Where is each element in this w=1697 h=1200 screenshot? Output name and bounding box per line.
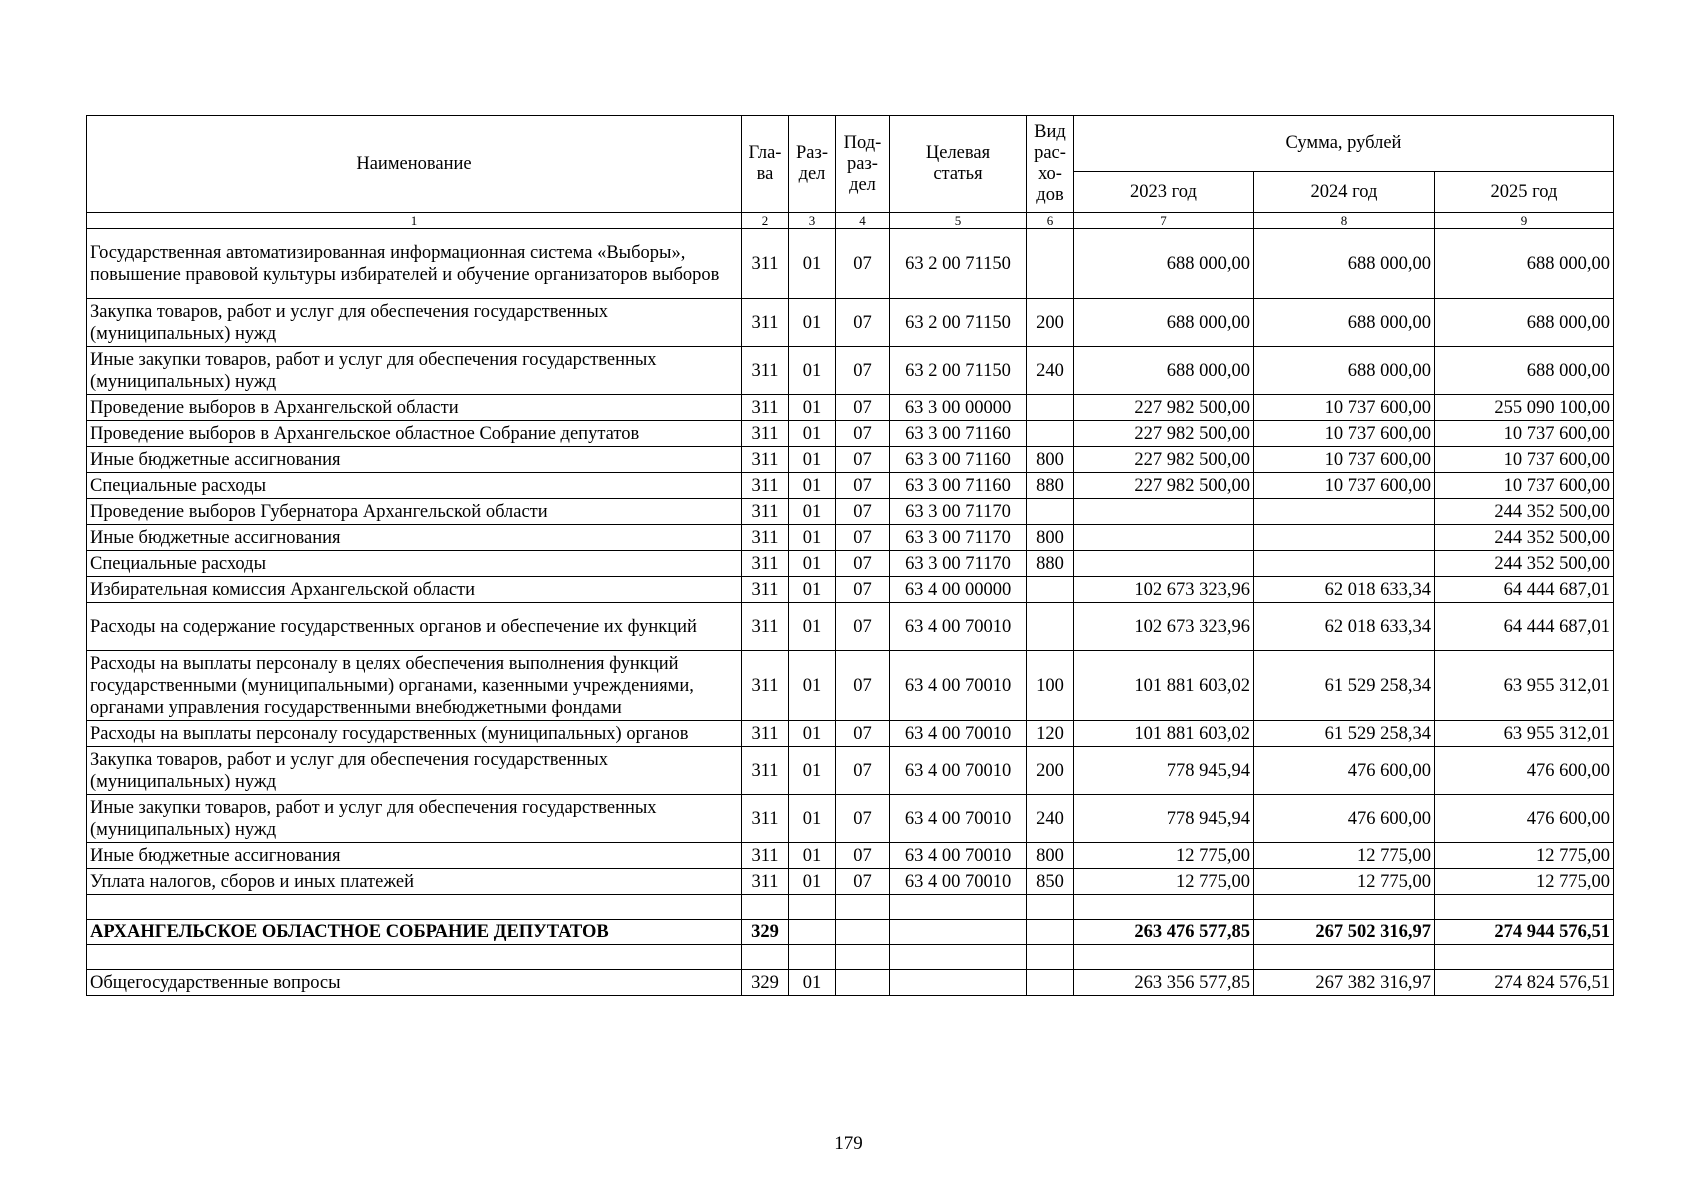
table-row xyxy=(87,447,1614,473)
column-number-row xyxy=(87,213,1614,229)
row-razdel: 01 xyxy=(789,603,836,651)
row-glava: 311 xyxy=(742,721,789,747)
row-glava: 311 xyxy=(742,447,789,473)
row-razdel: 01 xyxy=(789,229,836,299)
row-podrazdel: 07 xyxy=(836,525,890,551)
row-amount-2024: 476 600,00 xyxy=(1254,795,1435,843)
row-name: Специальные расходы xyxy=(87,473,742,499)
row-podrazdel xyxy=(836,970,890,996)
header-vid-text: Вид рас- хо- дов xyxy=(1034,122,1066,205)
table-body xyxy=(87,229,1614,996)
column-number: 8 xyxy=(1254,213,1435,229)
table-row xyxy=(87,473,1614,499)
row-expense-type xyxy=(1027,421,1074,447)
row-expense-type: 200 xyxy=(1027,747,1074,795)
row-razdel: 01 xyxy=(789,869,836,895)
row-glava: 311 xyxy=(742,651,789,721)
row-name: Иные бюджетные ассигнования xyxy=(87,525,742,551)
row-amount-2025: 244 352 500,00 xyxy=(1435,551,1614,577)
row-expense-type: 120 xyxy=(1027,721,1074,747)
row-expense-type: 850 xyxy=(1027,869,1074,895)
row-expense-type xyxy=(1027,920,1074,945)
row-glava: 311 xyxy=(742,603,789,651)
empty-cell xyxy=(87,895,742,920)
row-podrazdel: 07 xyxy=(836,473,890,499)
row-amount-2024 xyxy=(1254,525,1435,551)
row-amount-2025: 10 737 600,00 xyxy=(1435,473,1614,499)
header-glava-text: Гла- ва xyxy=(748,143,782,184)
row-amount-2025: 244 352 500,00 xyxy=(1435,499,1614,525)
row-target-article: 63 3 00 71170 xyxy=(890,499,1027,525)
row-amount-2024 xyxy=(1254,499,1435,525)
row-target-article: 63 3 00 71160 xyxy=(890,473,1027,499)
row-name: Иные бюджетные ассигнования xyxy=(87,843,742,869)
row-amount-2025: 688 000,00 xyxy=(1435,229,1614,299)
row-name: Расходы на выплаты персоналу в целях обеспечения выполнения функций государственными (муниципальными) органами, казенными учреждениями, органами управления государственными внебюджетными фондами xyxy=(87,651,742,721)
table-row xyxy=(87,603,1614,651)
row-amount-2023 xyxy=(1074,499,1254,525)
table-row xyxy=(87,499,1614,525)
column-number: 7 xyxy=(1074,213,1254,229)
row-amount-2023: 101 881 603,02 xyxy=(1074,721,1254,747)
column-number: 3 xyxy=(789,213,836,229)
empty-cell xyxy=(890,945,1027,970)
row-glava: 311 xyxy=(742,525,789,551)
row-amount-2023 xyxy=(1074,525,1254,551)
row-expense-type: 880 xyxy=(1027,473,1074,499)
empty-cell xyxy=(836,895,890,920)
row-podrazdel: 07 xyxy=(836,577,890,603)
row-target-article: 63 4 00 70010 xyxy=(890,869,1027,895)
row-podrazdel xyxy=(836,920,890,945)
row-target-article xyxy=(890,970,1027,996)
header-podrazdel-text: Под- раз- дел xyxy=(843,132,882,195)
column-number: 9 xyxy=(1435,213,1614,229)
row-amount-2023: 688 000,00 xyxy=(1074,347,1254,395)
header-name: Наименование xyxy=(87,116,742,213)
row-podrazdel: 07 xyxy=(836,869,890,895)
row-amount-2024: 62 018 633,34 xyxy=(1254,603,1435,651)
row-expense-type xyxy=(1027,229,1074,299)
table-row xyxy=(87,721,1614,747)
row-razdel: 01 xyxy=(789,421,836,447)
empty-cell xyxy=(1254,895,1435,920)
row-name: Расходы на содержание государственных органов и обеспечение их функций xyxy=(87,603,742,651)
row-razdel: 01 xyxy=(789,525,836,551)
row-name: АРХАНГЕЛЬСКОЕ ОБЛАСТНОЕ СОБРАНИЕ ДЕПУТАТОВ xyxy=(87,920,742,945)
row-podrazdel: 07 xyxy=(836,843,890,869)
row-glava: 311 xyxy=(742,395,789,421)
row-razdel: 01 xyxy=(789,473,836,499)
row-glava: 311 xyxy=(742,869,789,895)
table-row xyxy=(87,843,1614,869)
row-podrazdel: 07 xyxy=(836,721,890,747)
row-target-article: 63 2 00 71150 xyxy=(890,299,1027,347)
row-target-article: 63 4 00 70010 xyxy=(890,651,1027,721)
row-glava: 311 xyxy=(742,347,789,395)
row-amount-2024 xyxy=(1254,551,1435,577)
row-name: Государственная автоматизированная информационная система «Выборы», повышение правовой культуры избирателей и обучение организаторов выборов xyxy=(87,229,742,299)
row-glava: 311 xyxy=(742,795,789,843)
row-expense-type xyxy=(1027,603,1074,651)
row-amount-2024: 688 000,00 xyxy=(1254,229,1435,299)
row-amount-2023: 227 982 500,00 xyxy=(1074,421,1254,447)
row-podrazdel: 07 xyxy=(836,395,890,421)
row-name: Закупка товаров, работ и услуг для обеспечения государственных (муниципальных) нужд xyxy=(87,299,742,347)
row-podrazdel: 07 xyxy=(836,299,890,347)
header-target xyxy=(890,116,1027,213)
empty-cell xyxy=(1435,895,1614,920)
row-podrazdel: 07 xyxy=(836,651,890,721)
row-razdel: 01 xyxy=(789,795,836,843)
row-razdel: 01 xyxy=(789,395,836,421)
row-glava: 311 xyxy=(742,747,789,795)
table-row xyxy=(87,747,1614,795)
empty-cell xyxy=(87,945,742,970)
row-target-article xyxy=(890,920,1027,945)
row-name: Проведение выборов в Архангельское областное Собрание депутатов xyxy=(87,421,742,447)
row-amount-2023: 227 982 500,00 xyxy=(1074,447,1254,473)
table-row xyxy=(87,577,1614,603)
row-razdel: 01 xyxy=(789,347,836,395)
header-podrazdel xyxy=(836,116,890,213)
column-number: 5 xyxy=(890,213,1027,229)
table-row xyxy=(87,525,1614,551)
row-amount-2023: 263 476 577,85 xyxy=(1074,920,1254,945)
empty-cell xyxy=(742,945,789,970)
row-amount-2023: 12 775,00 xyxy=(1074,843,1254,869)
row-expense-type xyxy=(1027,395,1074,421)
row-expense-type: 240 xyxy=(1027,347,1074,395)
row-amount-2023: 263 356 577,85 xyxy=(1074,970,1254,996)
row-podrazdel: 07 xyxy=(836,347,890,395)
row-expense-type: 800 xyxy=(1027,447,1074,473)
row-razdel: 01 xyxy=(789,577,836,603)
row-amount-2025: 476 600,00 xyxy=(1435,747,1614,795)
row-amount-2024: 10 737 600,00 xyxy=(1254,473,1435,499)
row-target-article: 63 4 00 70010 xyxy=(890,795,1027,843)
row-expense-type xyxy=(1027,577,1074,603)
row-amount-2023: 101 881 603,02 xyxy=(1074,651,1254,721)
row-amount-2023: 778 945,94 xyxy=(1074,795,1254,843)
row-glava: 311 xyxy=(742,229,789,299)
row-amount-2023: 12 775,00 xyxy=(1074,869,1254,895)
header-year-2024: 2024 год xyxy=(1254,172,1435,213)
row-podrazdel: 07 xyxy=(836,499,890,525)
row-name: Закупка товаров, работ и услуг для обеспечения государственных (муниципальных) нужд xyxy=(87,747,742,795)
table-row xyxy=(87,395,1614,421)
row-razdel: 01 xyxy=(789,299,836,347)
row-amount-2025: 64 444 687,01 xyxy=(1435,577,1614,603)
row-amount-2024: 688 000,00 xyxy=(1254,347,1435,395)
header-glava xyxy=(742,116,789,213)
row-razdel: 01 xyxy=(789,447,836,473)
row-amount-2024: 476 600,00 xyxy=(1254,747,1435,795)
row-name: Иные закупки товаров, работ и услуг для обеспечения государственных (муниципальных) нужд xyxy=(87,795,742,843)
row-amount-2025: 64 444 687,01 xyxy=(1435,603,1614,651)
row-amount-2025: 12 775,00 xyxy=(1435,869,1614,895)
table-row xyxy=(87,229,1614,299)
row-target-article: 63 2 00 71150 xyxy=(890,347,1027,395)
row-glava: 311 xyxy=(742,473,789,499)
row-amount-2024: 61 529 258,34 xyxy=(1254,721,1435,747)
row-amount-2024: 688 000,00 xyxy=(1254,299,1435,347)
table-row xyxy=(87,869,1614,895)
row-glava: 311 xyxy=(742,577,789,603)
row-amount-2023: 227 982 500,00 xyxy=(1074,395,1254,421)
row-expense-type xyxy=(1027,970,1074,996)
empty-cell xyxy=(890,895,1027,920)
row-amount-2024: 10 737 600,00 xyxy=(1254,421,1435,447)
row-target-article: 63 3 00 71160 xyxy=(890,421,1027,447)
header-target-text: Целевая статья xyxy=(925,143,991,184)
row-razdel: 01 xyxy=(789,651,836,721)
column-number: 2 xyxy=(742,213,789,229)
row-amount-2024: 10 737 600,00 xyxy=(1254,447,1435,473)
header-razdel xyxy=(789,116,836,213)
row-expense-type: 880 xyxy=(1027,551,1074,577)
row-amount-2024: 61 529 258,34 xyxy=(1254,651,1435,721)
row-target-article: 63 3 00 71170 xyxy=(890,525,1027,551)
row-amount-2025: 688 000,00 xyxy=(1435,299,1614,347)
row-razdel: 01 xyxy=(789,970,836,996)
row-target-article: 63 3 00 71160 xyxy=(890,447,1027,473)
table-row xyxy=(87,651,1614,721)
column-number: 6 xyxy=(1027,213,1074,229)
row-name: Иные закупки товаров, работ и услуг для обеспечения государственных (муниципальных) нужд xyxy=(87,347,742,395)
row-razdel: 01 xyxy=(789,499,836,525)
row-amount-2023 xyxy=(1074,551,1254,577)
row-amount-2025: 274 824 576,51 xyxy=(1435,970,1614,996)
row-target-article: 63 4 00 70010 xyxy=(890,843,1027,869)
row-glava: 311 xyxy=(742,499,789,525)
empty-cell xyxy=(1254,945,1435,970)
row-razdel xyxy=(789,920,836,945)
row-expense-type: 200 xyxy=(1027,299,1074,347)
row-glava: 311 xyxy=(742,299,789,347)
empty-cell xyxy=(789,945,836,970)
row-name: Иные бюджетные ассигнования xyxy=(87,447,742,473)
row-amount-2025: 10 737 600,00 xyxy=(1435,447,1614,473)
row-glava: 329 xyxy=(742,970,789,996)
row-name: Уплата налогов, сборов и иных платежей xyxy=(87,869,742,895)
row-amount-2025: 688 000,00 xyxy=(1435,347,1614,395)
row-amount-2025: 12 775,00 xyxy=(1435,843,1614,869)
column-number: 1 xyxy=(87,213,742,229)
page-number: 179 xyxy=(834,1133,863,1154)
row-name: Расходы на выплаты персоналу государственных (муниципальных) органов xyxy=(87,721,742,747)
budget-table-sheet xyxy=(86,115,1613,996)
row-target-article: 63 4 00 70010 xyxy=(890,603,1027,651)
row-target-article: 63 3 00 71170 xyxy=(890,551,1027,577)
row-amount-2024: 62 018 633,34 xyxy=(1254,577,1435,603)
row-target-article: 63 4 00 70010 xyxy=(890,747,1027,795)
row-amount-2025: 476 600,00 xyxy=(1435,795,1614,843)
table-row xyxy=(87,299,1614,347)
row-amount-2023: 778 945,94 xyxy=(1074,747,1254,795)
row-expense-type: 100 xyxy=(1027,651,1074,721)
row-expense-type: 800 xyxy=(1027,843,1074,869)
row-glava: 311 xyxy=(742,551,789,577)
row-name: Проведение выборов Губернатора Архангельской области xyxy=(87,499,742,525)
row-amount-2025: 63 955 312,01 xyxy=(1435,721,1614,747)
row-amount-2024: 10 737 600,00 xyxy=(1254,395,1435,421)
row-podrazdel: 07 xyxy=(836,551,890,577)
empty-cell xyxy=(789,895,836,920)
row-target-article: 63 4 00 70010 xyxy=(890,721,1027,747)
row-amount-2024: 267 502 316,97 xyxy=(1254,920,1435,945)
row-razdel: 01 xyxy=(789,843,836,869)
table-row xyxy=(87,795,1614,843)
empty-cell xyxy=(836,945,890,970)
empty-cell xyxy=(1027,945,1074,970)
header-year-2023: 2023 год xyxy=(1074,172,1254,213)
row-expense-type: 240 xyxy=(1027,795,1074,843)
table-row xyxy=(87,920,1614,945)
row-glava: 311 xyxy=(742,843,789,869)
table-row xyxy=(87,347,1614,395)
column-number: 4 xyxy=(836,213,890,229)
row-amount-2024: 267 382 316,97 xyxy=(1254,970,1435,996)
row-glava: 311 xyxy=(742,421,789,447)
table-row xyxy=(87,421,1614,447)
row-amount-2023: 102 673 323,96 xyxy=(1074,603,1254,651)
row-target-article: 63 2 00 71150 xyxy=(890,229,1027,299)
table-row xyxy=(87,945,1614,970)
row-amount-2025: 63 955 312,01 xyxy=(1435,651,1614,721)
row-amount-2024: 12 775,00 xyxy=(1254,843,1435,869)
row-podrazdel: 07 xyxy=(836,229,890,299)
empty-cell xyxy=(1074,945,1254,970)
row-amount-2025: 244 352 500,00 xyxy=(1435,525,1614,551)
row-name: Специальные расходы xyxy=(87,551,742,577)
table-row xyxy=(87,970,1614,996)
row-podrazdel: 07 xyxy=(836,421,890,447)
row-amount-2023: 688 000,00 xyxy=(1074,229,1254,299)
header-year-2025: 2025 год xyxy=(1435,172,1614,213)
empty-cell xyxy=(1027,895,1074,920)
row-target-article: 63 4 00 00000 xyxy=(890,577,1027,603)
empty-cell xyxy=(1435,945,1614,970)
row-amount-2024: 12 775,00 xyxy=(1254,869,1435,895)
row-name: Проведение выборов в Архангельской области xyxy=(87,395,742,421)
budget-table xyxy=(86,115,1614,996)
row-amount-2023: 102 673 323,96 xyxy=(1074,577,1254,603)
row-expense-type xyxy=(1027,499,1074,525)
row-glava: 329 xyxy=(742,920,789,945)
header-vid xyxy=(1027,116,1074,213)
row-podrazdel: 07 xyxy=(836,447,890,473)
row-amount-2025: 255 090 100,00 xyxy=(1435,395,1614,421)
empty-cell xyxy=(742,895,789,920)
row-razdel: 01 xyxy=(789,747,836,795)
row-podrazdel: 07 xyxy=(836,795,890,843)
row-expense-type: 800 xyxy=(1027,525,1074,551)
empty-cell xyxy=(1074,895,1254,920)
table-row xyxy=(87,895,1614,920)
row-podrazdel: 07 xyxy=(836,747,890,795)
row-amount-2023: 227 982 500,00 xyxy=(1074,473,1254,499)
header-razdel-text: Раз- дел xyxy=(796,143,828,184)
row-name: Общегосударственные вопросы xyxy=(87,970,742,996)
row-target-article: 63 3 00 00000 xyxy=(890,395,1027,421)
row-name: Избирательная комиссия Архангельской области xyxy=(87,577,742,603)
row-razdel: 01 xyxy=(789,551,836,577)
row-podrazdel: 07 xyxy=(836,603,890,651)
row-amount-2023: 688 000,00 xyxy=(1074,299,1254,347)
table-row xyxy=(87,551,1614,577)
header-sum: Сумма, рублей xyxy=(1074,116,1614,172)
row-amount-2025: 274 944 576,51 xyxy=(1435,920,1614,945)
row-razdel: 01 xyxy=(789,721,836,747)
row-amount-2025: 10 737 600,00 xyxy=(1435,421,1614,447)
